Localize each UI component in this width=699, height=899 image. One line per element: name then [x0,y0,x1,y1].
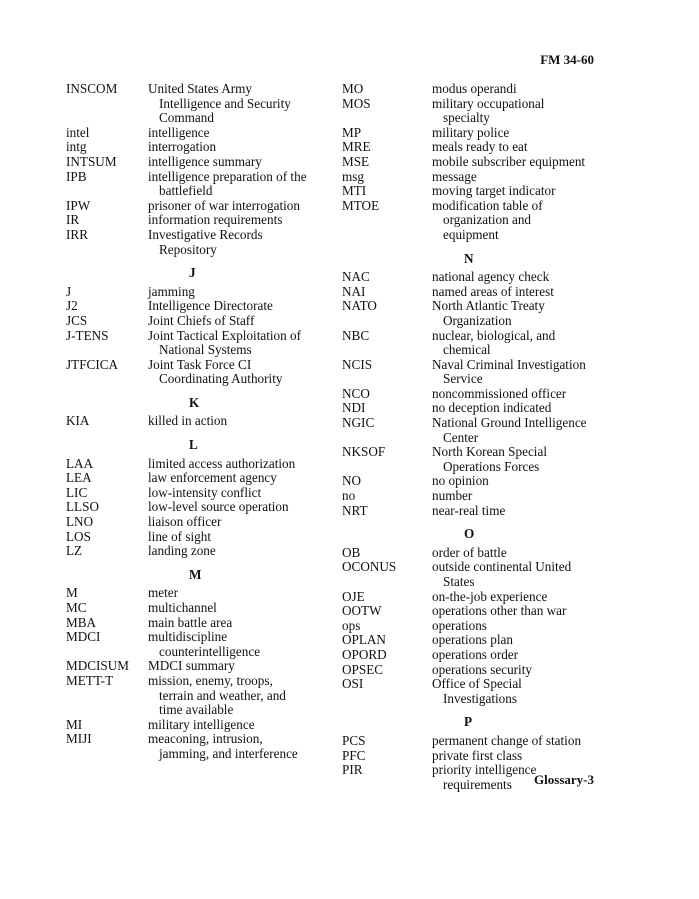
definition-line: Naval Criminal Investigation [432,356,586,372]
definition-line: near-real time [432,502,506,518]
glossary-entry [66,616,321,631]
glossary-definition [432,633,607,648]
glossary-abbreviation: PIR [342,762,363,778]
glossary-entry [66,314,321,329]
definition-line: operations security [432,661,532,677]
glossary-abbreviation: ops [342,617,361,633]
glossary-abbreviation: OSI [342,676,364,692]
definition-line: moving target indicator [432,183,556,199]
glossary-abbreviation: NBC [342,327,370,343]
section-letter: L [189,437,198,453]
definition-line: Intelligence Directorate [148,298,273,314]
glossary-definition [432,474,607,489]
definition-line: Investigations [443,690,517,706]
glossary-entry [342,633,607,648]
definition-line: outside continental United [432,559,572,575]
page-footer-number: Glossary-3 [534,772,594,787]
glossary-abbreviation: MTOE [342,197,380,213]
glossary-entry [66,199,321,214]
glossary-entry [66,140,321,155]
glossary-definition [432,504,607,519]
glossary-abbreviation: J [66,283,72,299]
glossary-definition [148,414,321,429]
glossary-definition [432,663,607,678]
glossary-definition [432,155,607,170]
glossary-abbreviation: LLSO [66,499,99,515]
glossary-definition [432,619,607,634]
glossary-definition [432,140,607,155]
glossary-abbreviation: METT-T [66,672,114,688]
definition-line: Intelligence and Security [159,95,291,111]
definition-line: no deception indicated [432,400,552,416]
glossary-abbreviation: OB [342,544,361,560]
definition-line: low-level source operation [148,499,289,515]
glossary-entry [342,358,607,387]
definition-line: operations order [432,646,519,662]
definition-line: operations [432,617,487,633]
glossary-definition [148,486,321,501]
glossary-abbreviation: no [342,488,356,504]
glossary-definition [148,170,321,199]
glossary-entry [342,285,607,300]
glossary-entry [66,630,321,659]
glossary-abbreviation: msg [342,168,364,184]
definition-line: requirements [443,776,512,792]
glossary-definition [432,299,607,328]
glossary-abbreviation: LAA [66,455,94,471]
definition-line: Coordinating Authority [159,371,283,387]
definition-line: law enforcement agency [148,470,277,486]
definition-line: message [432,168,477,184]
glossary-definition [148,544,321,559]
glossary-abbreviation: JCS [66,312,88,328]
definition-line: landing zone [148,543,216,559]
glossary-abbreviation: OOTW [342,603,382,619]
definition-line: military occupational [432,95,545,111]
definition-line: limited access authorization [148,455,296,471]
glossary-abbreviation: IRR [66,226,88,242]
glossary-entry [66,414,321,429]
definition-line: jamming [148,283,195,299]
definition-line: main battle area [148,614,233,630]
glossary-abbreviation: KIA [66,413,90,429]
section-letter: P [464,714,473,730]
glossary-entry [342,97,607,126]
glossary-abbreviation: NDI [342,400,366,416]
definition-line: United States Army [148,81,253,96]
definition-line: battlefield [159,183,213,199]
glossary-definition [432,489,607,504]
glossary-definition [148,616,321,631]
glossary-definition [148,457,321,472]
definition-line: counterintelligence [159,643,261,659]
definition-line: interrogation [148,139,217,155]
definition-line: no opinion [432,473,489,489]
glossary-entry [66,299,321,314]
glossary-definition [148,659,321,674]
glossary-abbreviation: NRT [342,502,368,518]
definition-line: MDCI summary [148,658,235,674]
glossary-definition [148,213,321,228]
glossary-abbreviation: OCONUS [342,559,397,575]
definition-line: killed in action [148,413,228,429]
definition-line: private first class [432,747,523,763]
glossary-abbreviation: NKSOF [342,444,386,460]
definition-line: Operations Forces [443,458,540,474]
glossary-definition [432,734,607,749]
definition-line: Joint Chiefs of Staff [148,312,255,328]
glossary-definition [148,630,321,659]
glossary-abbreviation: OJE [342,588,365,604]
glossary-abbreviation: LIC [66,484,88,500]
glossary-entry [66,358,321,387]
definition-line: low-intensity conflict [148,484,262,500]
glossary-abbreviation: J-TENS [66,327,109,343]
glossary-definition [432,358,607,387]
glossary-definition [148,586,321,601]
glossary-definition [148,471,321,486]
glossary-entry [342,648,607,663]
glossary-entry [342,734,607,749]
glossary-entry [342,604,607,619]
definition-line: Center [443,429,479,445]
definition-line: order of battle [432,544,507,560]
glossary-abbreviation: MP [342,124,362,140]
glossary-entry [66,329,321,358]
definition-line: chemical [443,342,491,358]
definition-line: Joint Task Force CI [148,356,252,372]
glossary-definition [432,648,607,663]
definition-line: Joint Tactical Exploitation of [148,327,302,343]
glossary-abbreviation: NATO [342,298,377,314]
definition-line: named areas of interest [432,283,554,299]
glossary-definition [148,732,321,761]
glossary-entry [342,170,607,185]
glossary-entry [66,228,321,257]
glossary-abbreviation: LZ [66,543,83,559]
glossary-entry [342,749,607,764]
glossary-definition [432,270,607,285]
definition-line: line of sight [148,528,212,544]
glossary-definition [148,126,321,141]
glossary-entry [342,140,607,155]
glossary-entry [342,270,607,285]
glossary-definition [148,155,321,170]
glossary-entry [342,546,607,561]
glossary-definition [148,515,321,530]
glossary-definition [148,358,321,387]
glossary-entry [342,474,607,489]
glossary-entry [342,126,607,141]
glossary-abbreviation: PCS [342,732,366,748]
glossary-entry [342,590,607,605]
definition-line: multidiscipline [148,629,228,645]
glossary-entry [66,457,321,472]
glossary-abbreviation: MO [342,81,364,96]
glossary-abbreviation: J2 [66,298,78,314]
glossary-definition [432,416,607,445]
glossary-entry [342,560,607,589]
glossary-entry [66,674,321,718]
glossary-abbreviation: INTSUM [66,153,117,169]
definition-line: Office of Special [432,676,522,692]
section-letter: J [189,265,196,281]
glossary-definition [432,590,607,605]
definition-line: priority intelligence [432,762,537,778]
glossary-abbreviation: MRE [342,139,371,155]
glossary-abbreviation: intel [66,124,90,140]
glossary-definition [148,329,321,358]
glossary-entry [66,530,321,545]
definition-line: modification table of [432,197,543,213]
definition-line: number [432,488,473,504]
definition-line: prisoner of war interrogation [148,197,300,213]
definition-line: intelligence preparation of the [148,168,307,184]
glossary-entry [66,471,321,486]
glossary-column-left [66,82,321,762]
glossary-abbreviation: OPLAN [342,632,386,648]
glossary-definition [148,299,321,314]
definition-line: intelligence summary [148,153,262,169]
glossary-abbreviation: MTI [342,183,367,199]
glossary-definition [432,387,607,402]
glossary-abbreviation: IR [66,212,80,228]
glossary-entry [342,663,607,678]
glossary-definition [148,140,321,155]
glossary-entry [342,329,607,358]
glossary-entry [342,299,607,328]
definition-line: meals ready to eat [432,139,528,155]
definition-line: nuclear, biological, and [432,327,556,343]
definition-line: military intelligence [148,716,255,732]
glossary-definition [432,329,607,358]
glossary-entry [66,285,321,300]
definition-line: National Ground Intelligence [432,415,587,431]
glossary-abbreviation: intg [66,139,87,155]
glossary-abbreviation: IPB [66,168,87,184]
glossary-definition [148,718,321,733]
section-letter: M [189,566,202,582]
section-letter: O [464,526,475,542]
glossary-entry [66,718,321,733]
glossary-definition [432,97,607,126]
glossary-abbreviation: M [66,585,78,601]
glossary-abbreviation: NAC [342,269,370,285]
glossary-abbreviation: MC [66,600,87,615]
glossary-definition [432,285,607,300]
glossary-entry [66,500,321,515]
glossary-definition [148,500,321,515]
glossary-entry [66,515,321,530]
glossary-abbreviation: NCIS [342,356,373,372]
section-letter: N [464,250,474,266]
glossary-abbreviation: MDCISUM [66,658,130,674]
glossary-abbreviation: MSE [342,153,370,169]
glossary-abbreviation: LNO [66,514,94,530]
glossary-entry [66,659,321,674]
definition-line: Service [443,371,483,387]
definition-line: liaison officer [148,514,222,530]
glossary-definition [432,184,607,199]
glossary-entry [342,619,607,634]
glossary-abbreviation: INSCOM [66,81,118,96]
glossary-definition [148,228,321,257]
glossary-entry [342,387,607,402]
glossary-entry [66,82,321,126]
glossary-definition [432,170,607,185]
glossary-abbreviation: MOS [342,95,371,111]
glossary-entry [66,170,321,199]
definition-line: operations other than war [432,603,567,619]
glossary-entry [342,677,607,706]
definition-line: North Korean Special [432,444,547,460]
glossary-entry [342,489,607,504]
glossary-definition [148,601,321,616]
definition-line: modus operandi [432,81,517,96]
glossary-definition [432,126,607,141]
definition-line: multichannel [148,600,217,615]
definition-line: permanent change of station [432,732,582,748]
glossary-abbreviation: LOS [66,528,91,544]
glossary-definition [432,677,607,706]
glossary-abbreviation: MI [66,716,83,732]
glossary-definition [432,604,607,619]
glossary-definition [148,314,321,329]
glossary-definition [432,199,607,243]
glossary-definition [148,530,321,545]
definition-line: military police [432,124,510,140]
definition-line: intelligence [148,124,210,140]
glossary-abbreviation: MDCI [66,629,101,645]
glossary-entry [66,155,321,170]
section-letter: K [189,394,200,410]
glossary-entry [342,82,607,97]
definition-line: meaconing, intrusion, [148,731,263,747]
definition-line: terrain and weather, and [159,687,286,703]
definition-line: mobile subscriber equipment [432,153,586,169]
glossary-abbreviation: MBA [66,614,97,630]
glossary-definition [148,285,321,300]
glossary-entry [342,416,607,445]
glossary-entry [66,213,321,228]
glossary-definition [432,82,607,97]
glossary-definition [432,401,607,416]
glossary-entry [342,155,607,170]
definition-line: noncommissioned officer [432,385,567,401]
glossary-column-right [342,82,607,792]
glossary-abbreviation: JTFCICA [66,356,119,372]
definition-line: Command [159,110,214,126]
definition-line: information requirements [148,212,283,228]
page-header-code: FM 34-60 [540,52,594,67]
glossary-entry [66,586,321,601]
definition-line: jamming, and interference [159,745,298,761]
glossary-abbreviation: LEA [66,470,92,486]
definition-line: national agency check [432,269,550,285]
glossary-abbreviation: NO [342,473,362,489]
glossary-abbreviation: MIJI [66,731,92,747]
glossary-entry [66,126,321,141]
definition-line: States [443,574,475,589]
glossary-entry [66,544,321,559]
glossary-definition [432,560,607,589]
definition-line: North Atlantic Treaty [432,298,545,314]
glossary-abbreviation: IPW [66,197,91,213]
glossary-definition [432,749,607,764]
glossary-entry [66,601,321,616]
definition-line: meter [148,585,179,601]
glossary-abbreviation: OPSEC [342,661,384,677]
glossary-entry [342,199,607,243]
glossary-definition [148,674,321,718]
glossary-entry [66,486,321,501]
glossary-abbreviation: NGIC [342,415,375,431]
glossary-definition [432,445,607,474]
definition-line: organization and [443,212,532,228]
glossary-abbreviation: PFC [342,747,366,763]
glossary-entry [342,184,607,199]
definition-line: time available [159,702,234,718]
glossary-entry [66,732,321,761]
definition-line: mission, enemy, troops, [148,672,273,688]
glossary-entry [342,445,607,474]
definition-line: specialty [443,110,490,126]
definition-line: on-the-job experience [432,588,548,604]
glossary-abbreviation: OPORD [342,646,387,662]
glossary-definition [432,546,607,561]
glossary-abbreviation: NCO [342,385,370,401]
glossary-definition [148,82,321,126]
definition-line: operations plan [432,632,513,648]
definition-line: Repository [159,241,217,257]
glossary-definition [148,199,321,214]
definition-line: Investigative Records [148,226,263,242]
definition-line: Organization [443,312,512,328]
glossary-entry [342,504,607,519]
glossary-abbreviation: NAI [342,283,366,299]
definition-line: equipment [443,226,499,242]
definition-line: National Systems [159,342,252,358]
glossary-entry [342,401,607,416]
